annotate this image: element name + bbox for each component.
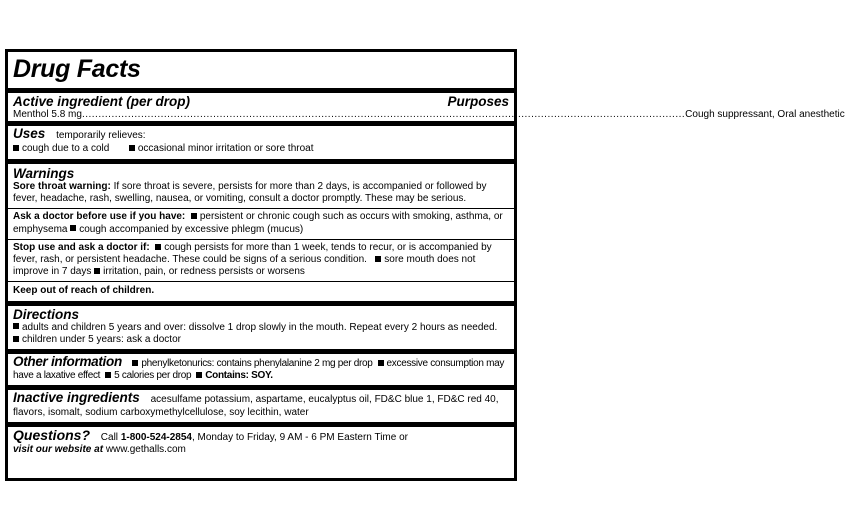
sore-throat-text: If sore throat is severe, persists for more than 2 days, is accompanied or followed by fever, headache, rash, swelling, nausea, or vomiting, consult a doctor promptly. These may be serious.	[13, 181, 487, 205]
drug-facts-title: Drug Facts	[13, 55, 141, 83]
bullet-icon	[378, 360, 384, 366]
bullet-icon	[132, 360, 138, 366]
bullet-icon	[155, 244, 161, 250]
keep-out-text: Keep out of reach of children.	[13, 285, 155, 297]
bullet-icon	[105, 372, 111, 378]
active-ingredient-section	[8, 88, 845, 121]
ask-doctor-item: cough accompanied by excessive phlegm (mucus)	[79, 223, 304, 235]
direction-item: adults and children 5 years and over: dissolve 1 drop slowly in the mouth. Repeat every 2 hours as needed.	[22, 321, 498, 333]
title-section	[8, 52, 514, 88]
other-info-header: Other information	[13, 354, 122, 370]
ask-doctor-block	[8, 208, 514, 238]
bullet-icon	[196, 372, 202, 378]
direction-item: children under 5 years: ask a doctor	[22, 333, 181, 345]
bullet-icon	[94, 268, 100, 274]
call-prefix: Call	[100, 431, 119, 443]
questions-header: Questions?	[13, 426, 91, 443]
stop-use-item: irritation, pain, or redness persists or worsens	[103, 266, 305, 278]
ingredient-name: Menthol 5.8 mg	[13, 109, 82, 120]
other-info-item: excessive consumption may have a laxative effect	[13, 358, 505, 382]
sore-throat-label: Sore throat warning:	[13, 181, 111, 192]
visit-label: visit our website at	[13, 444, 104, 456]
ask-doctor-label: Ask a doctor before use if you have:	[13, 211, 186, 223]
warnings-section	[8, 159, 514, 301]
stop-use-block	[8, 239, 514, 282]
stop-use-item: sore mouth does not improve in 7 days	[13, 254, 476, 278]
warnings-header: Warnings	[13, 166, 75, 181]
active-ingredient-header: Active ingredient (per drop)	[13, 94, 191, 109]
uses-header: Uses	[13, 126, 46, 141]
bullet-icon	[70, 225, 76, 231]
uses-section	[8, 121, 514, 159]
dot-leader: ........................................................................................................................................................................................	[81, 109, 686, 120]
inactive-header: Inactive ingredients	[13, 390, 140, 406]
directions-header: Directions	[13, 306, 80, 322]
other-info-item: phenylketonurics: contains phenylalanine 2 mg per drop	[141, 358, 373, 370]
questions-section	[8, 422, 514, 456]
purposes-header: Purposes	[447, 94, 509, 109]
directions-section	[8, 301, 514, 349]
bullet-icon	[375, 256, 381, 262]
bullet-icon	[191, 213, 197, 219]
stop-use-item: cough persists for more than 1 week, tends to recur, or is accompanied by fever, rash, or persistent headache. These could be signs of a serious condition.	[13, 241, 492, 266]
contains-text: Contains: SOY.	[205, 370, 273, 382]
purpose-text: Cough suppressant, Oral anesthetic	[685, 109, 845, 120]
drug-facts-panel	[5, 49, 845, 481]
use-item: occasional minor irritation or sore throat	[137, 143, 314, 155]
bullet-icon	[13, 336, 19, 342]
other-info-section	[8, 349, 514, 385]
bullet-icon	[13, 145, 19, 151]
uses-intro: temporarily relieves:	[56, 130, 146, 141]
inactive-text: acesulfame potassium, aspartame, eucalyptus oil, FD&C blue 1, FD&C red 40, flavors, isomalt, sodium carboxymethylcellulose, soy lecithin, water	[13, 394, 499, 418]
hours-text: , Monday to Friday, 9 AM - 6 PM Eastern Time or	[191, 431, 408, 443]
ask-doctor-item: persistent or chronic cough such as occurs with smoking, asthma, or emphysema	[13, 211, 503, 235]
stop-use-label: Stop use and ask a doctor if:	[13, 241, 150, 253]
bullet-icon	[13, 323, 19, 329]
phone-number[interactable]: 1-800-524-2854	[120, 431, 192, 443]
bullet-icon	[129, 145, 135, 151]
other-info-item: 5 calories per drop	[114, 370, 192, 382]
keep-out-block	[8, 281, 514, 300]
inactive-section	[8, 385, 514, 421]
use-item: cough due to a cold	[22, 143, 110, 155]
website-link[interactable]: www.gethalls.com	[105, 444, 186, 456]
